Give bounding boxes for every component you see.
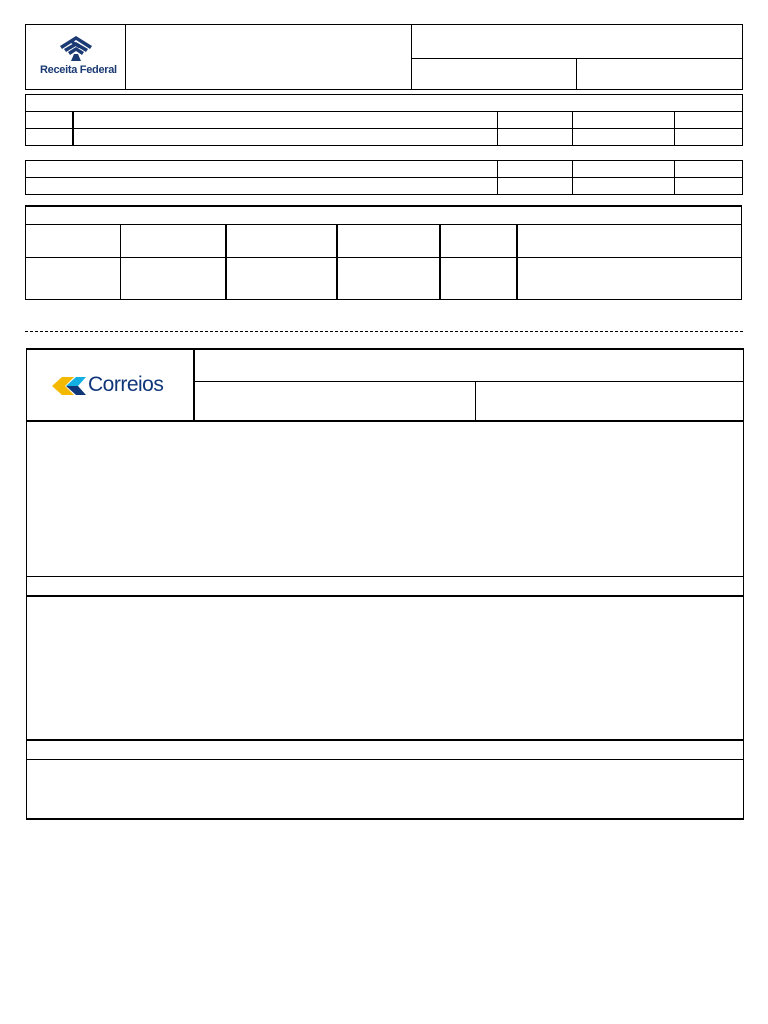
receita-table-3 <box>25 205 742 300</box>
receita-table-3-row-line <box>25 224 742 225</box>
receita-table-3-col-line <box>516 224 518 300</box>
cut-line <box>25 331 743 332</box>
receita-header-divider <box>411 58 743 59</box>
correios-body <box>26 421 744 820</box>
receita-table-3-col-line <box>439 224 441 300</box>
receita-table-2-row-line <box>25 177 743 178</box>
receita-header <box>25 24 743 90</box>
receita-table-1-col-line <box>497 111 498 146</box>
correios-header-divider <box>193 381 744 382</box>
receita-table-3-col-line <box>120 224 121 300</box>
receita-table-2-col-line <box>497 160 498 195</box>
correios-emblem-icon <box>52 373 86 399</box>
correios-section-line <box>26 759 744 760</box>
correios-header-divider <box>193 348 195 421</box>
receita-table-1 <box>25 94 743 146</box>
receita-table-1-col-line <box>674 111 675 146</box>
correios-section-line <box>26 739 744 741</box>
receita-table-2-col-line <box>674 160 675 195</box>
receita-table-2-col-line <box>572 160 573 195</box>
receita-table-1-row-line <box>25 128 743 129</box>
correios-section-line <box>26 576 744 577</box>
receita-federal-logo-text: Receita Federal <box>40 64 117 76</box>
receita-table-3-row-line <box>25 257 742 258</box>
receita-table-1-col-line <box>572 111 573 146</box>
correios-header-divider <box>475 381 476 421</box>
receita-header-divider <box>576 58 577 90</box>
correios-section-line <box>26 595 744 597</box>
receita-table-1-col-line <box>72 111 74 146</box>
correios-logo <box>52 371 177 401</box>
receita-federal-emblem-icon <box>34 34 118 64</box>
receita-header-divider <box>411 24 412 90</box>
receita-table-1-row-line <box>25 111 743 112</box>
receita-header-divider <box>125 24 126 90</box>
correios-logo-text: Correios <box>88 373 164 396</box>
receita-table-3-col-line <box>336 224 338 300</box>
receita-table-3-col-line <box>225 224 227 300</box>
receita-federal-logo <box>34 34 118 80</box>
